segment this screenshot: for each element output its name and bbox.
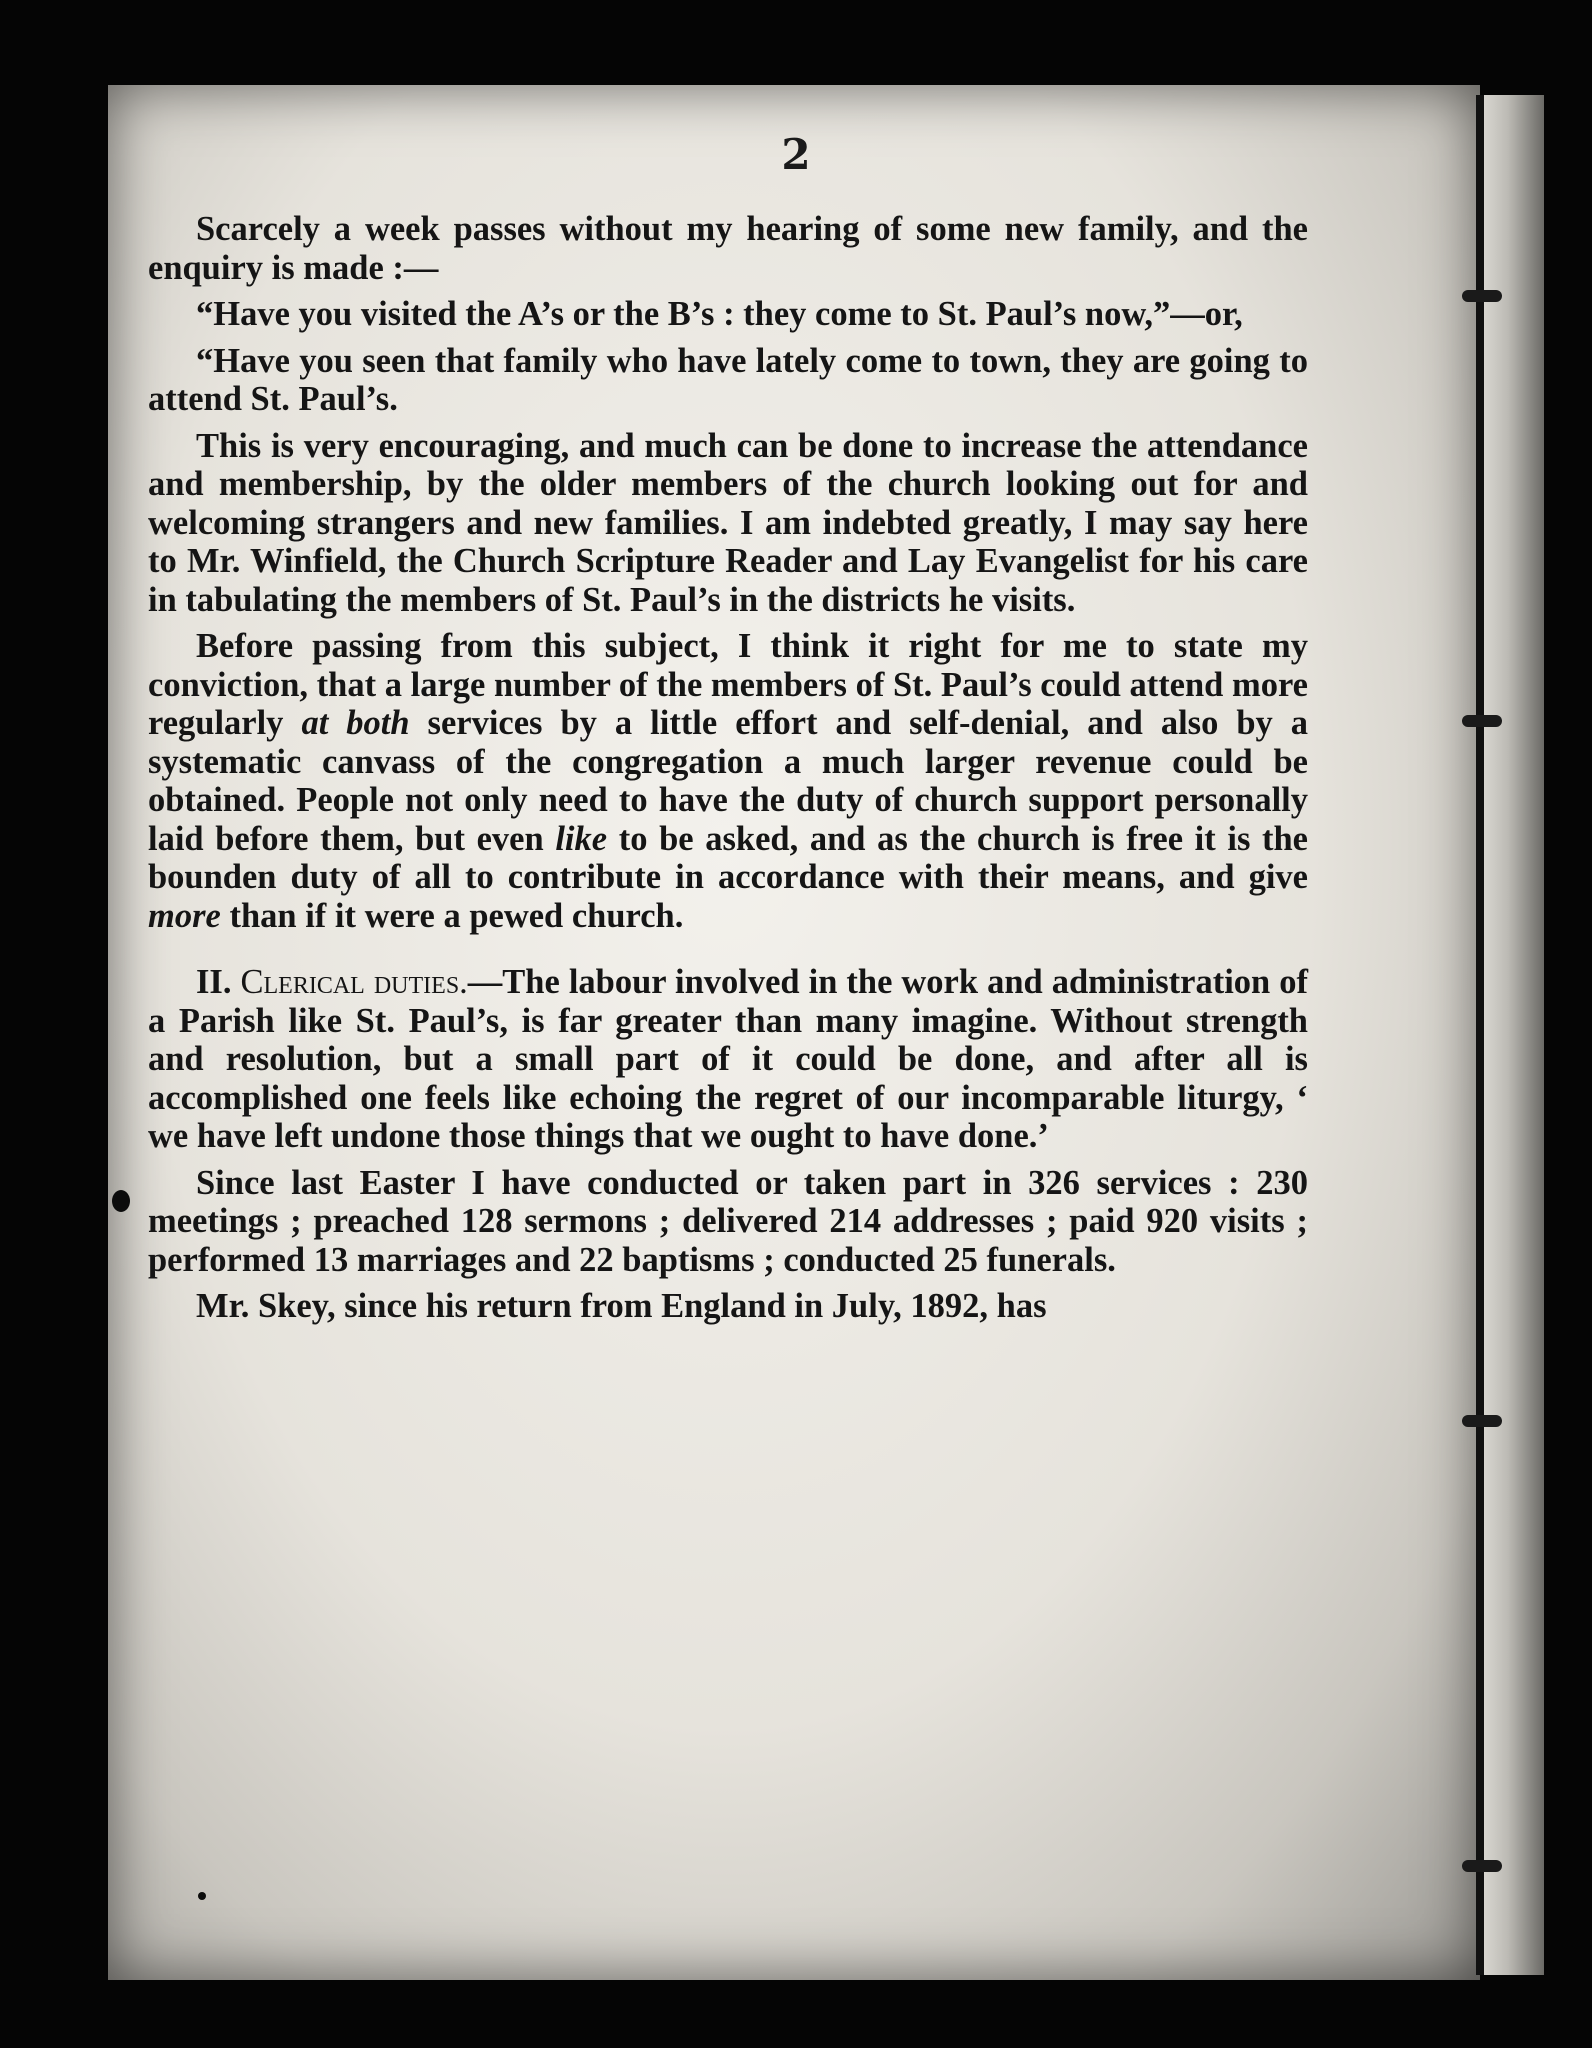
paragraph-2: “Have you visited the A’s or the B’s : they come to St. Paul’s now,”—or, <box>196 295 1243 333</box>
binding-stitch <box>1462 290 1502 302</box>
binding-edge <box>1484 95 1544 1975</box>
paragraph-3: “Have you seen that family who have lately come to town, they are going to attend St. Paul’s. <box>148 341 1308 418</box>
binding-stitch <box>1462 1860 1502 1872</box>
binding-stitch <box>1462 715 1502 727</box>
paragraph-8: Mr. Skey, since his return from England in July, 1892, has <box>196 1287 1047 1325</box>
paragraph-5-text-b: services by a little effort and self-denial, and also by a systematic canvass of the congregation a much larger revenue could be obtained. People not only need to have the duty of church support personally laid before them, but even <box>148 704 1309 858</box>
section-heading: Clerical duties. <box>240 963 468 1001</box>
paragraph-5-text-c: to be asked, and as the church is free it is the bounden duty of all to contribute in accordance with their means, and give <box>148 819 1308 896</box>
paragraph-7: Since last Easter I have conducted or taken part in 326 services : 230 meetings ; preached 128 sermons ; delivered 214 addresses ; paid 920 visits ; performed 13 marriages and 22 baptisms ; conducted 25 funerals. <box>148 1163 1308 1279</box>
emphasis-more: more <box>148 896 221 935</box>
paragraph-5-text-d: than if it were a pewed church. <box>229 896 684 935</box>
binding-spine <box>1476 95 1484 1975</box>
ink-speck <box>112 1190 130 1212</box>
page-number: 2 <box>781 130 811 179</box>
paragraph-1: Scarcely a week passes without my hearing of some new family, and the enquiry is made :— <box>148 210 1308 287</box>
binding-stitch <box>1462 1415 1502 1427</box>
ink-speck <box>198 1892 206 1900</box>
section-numeral: II. <box>196 963 232 1001</box>
section-clerical-duties <box>148 963 1308 1156</box>
paragraph-5 <box>148 627 1308 935</box>
section-text: —The labour involved in the work and administration of a Parish like St. Paul’s, is far greater than many imagine. Without strength and resolution, but a small part of it could be done, and after all is accomplished one feels like echoing the regret of our incomparable liturgy, ‘ we have left undone those things that we ought to have done.’ <box>148 963 1308 1155</box>
paragraph-4: This is very encouraging, and much can be done to increase the attendance and membership, by the older members of the church looking out for and welcoming strangers and new families. I am indebted greatly, I may say here to Mr. Winfield, the Church Scripture Reader and Lay Evangelist for his care in tabulating the members of St. Paul’s in the districts he visits. <box>148 426 1308 619</box>
emphasis-at-both: at both <box>301 704 410 742</box>
paragraph-5-text-a: Before passing from this subject, I think it right for me to state my conviction, that a large number of the members of St. Paul’s could attend more regularly <box>148 627 1308 742</box>
emphasis-like: like <box>555 819 608 858</box>
page-body <box>148 210 1308 1334</box>
